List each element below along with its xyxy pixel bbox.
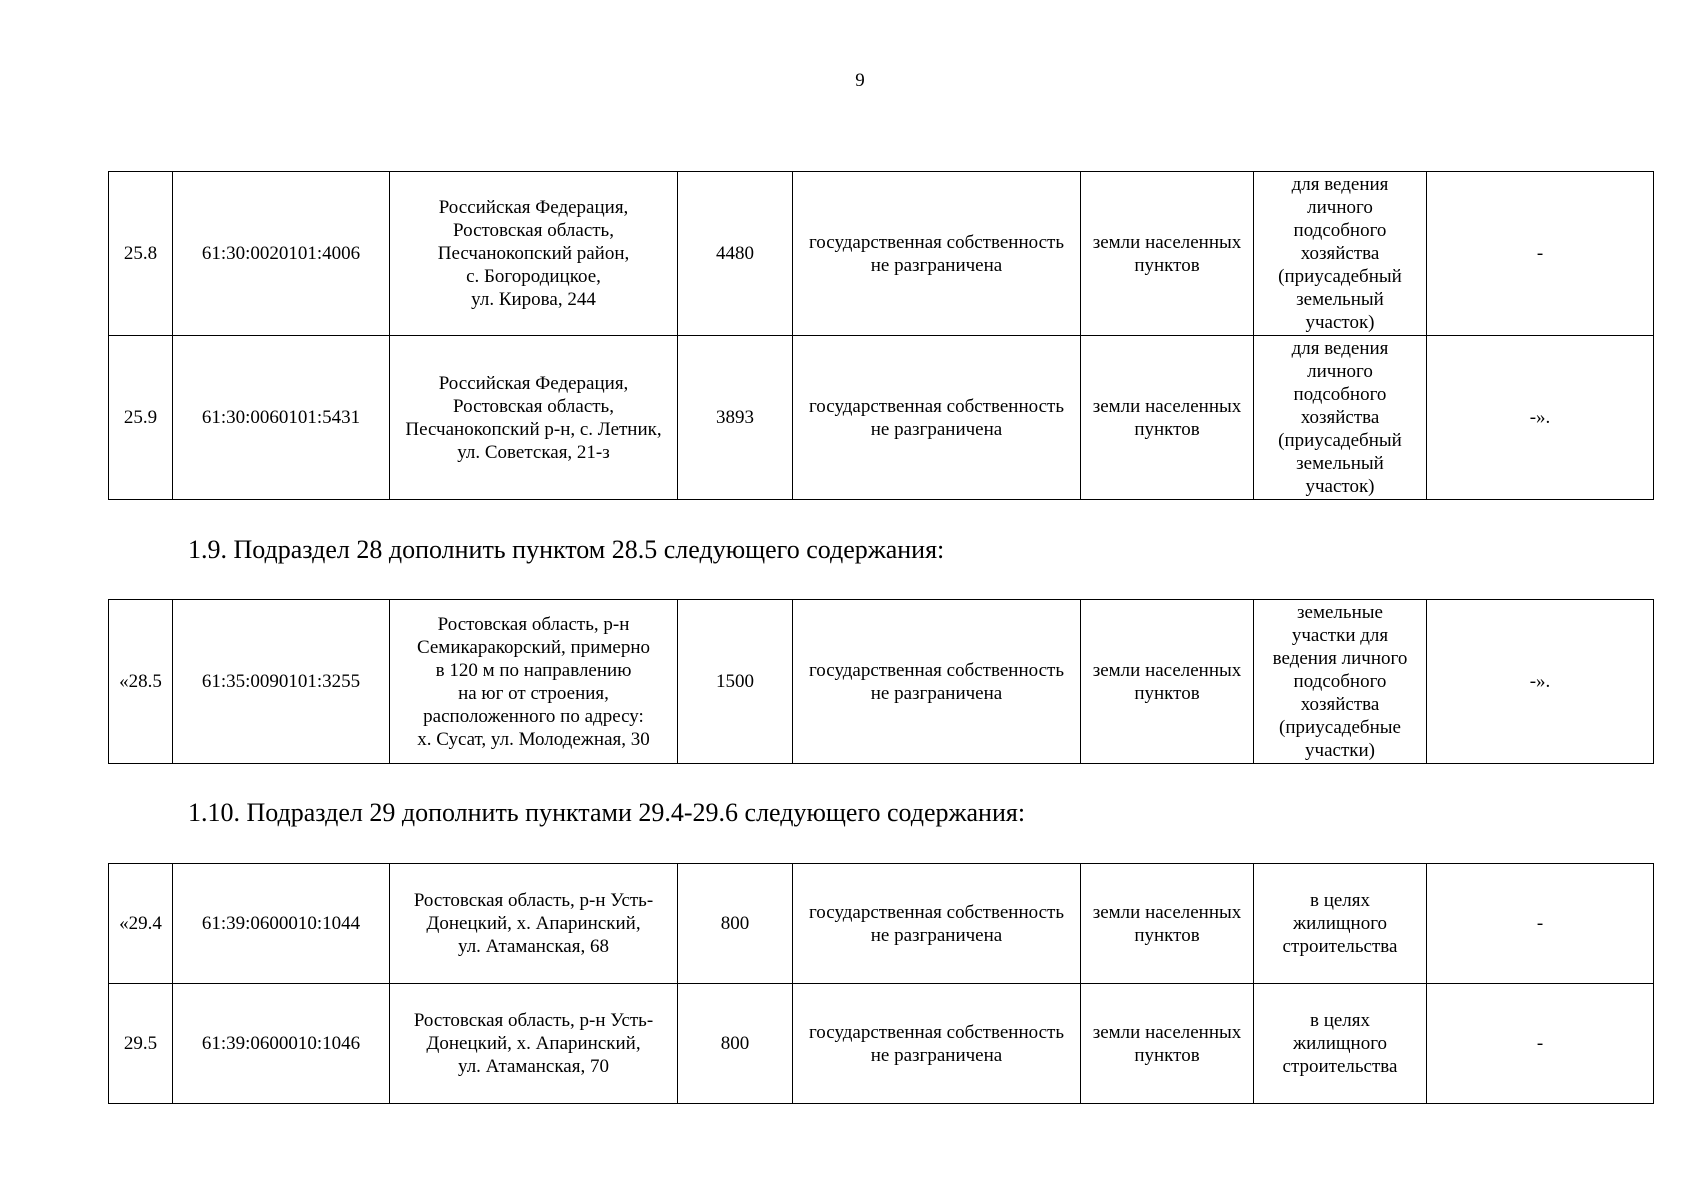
land-category: земли населенных пунктов: [1081, 864, 1254, 984]
plot-area: 800: [678, 864, 793, 984]
ownership-form: государственная собственность не разграничена: [793, 984, 1081, 1104]
cadastral-number: 61:39:0600010:1044: [173, 864, 390, 984]
permitted-use: для ведения личного подсобного хозяйства (приусадебный земельный участок): [1254, 336, 1427, 500]
note: -: [1427, 864, 1654, 984]
note: -: [1427, 984, 1654, 1104]
item-number: «29.4: [109, 864, 173, 984]
section-heading-1-9: 1.9. Подраздел 28 дополнить пунктом 28.5 следующего содержания:: [188, 535, 945, 564]
ownership-form: государственная собственность не разграничена: [793, 864, 1081, 984]
plot-area: 1500: [678, 600, 793, 764]
note: -».: [1427, 336, 1654, 500]
land-category: земли населенных пунктов: [1081, 336, 1254, 500]
section-heading-1-10: 1.10. Подраздел 29 дополнить пунктами 29.4-29.6 следующего содержания:: [188, 798, 1026, 827]
plot-address: Ростовская область, р-н Усть- Донецкий, х. Апаринский, ул. Атаманская, 68: [390, 864, 678, 984]
plot-area: 4480: [678, 172, 793, 336]
note: -».: [1427, 600, 1654, 764]
permitted-use: для ведения личного подсобного хозяйства (приусадебный земельный участок): [1254, 172, 1427, 336]
land-category: земли населенных пунктов: [1081, 172, 1254, 336]
item-number: «28.5: [109, 600, 173, 764]
permitted-use: в целях жилищного строительства: [1254, 984, 1427, 1104]
cadastral-number: 61:30:0020101:4006: [173, 172, 390, 336]
land-plots-table-subsection-29: [108, 863, 1654, 1104]
cadastral-number: 61:30:0060101:5431: [173, 336, 390, 500]
table-row: [109, 864, 1654, 984]
note: -: [1427, 172, 1654, 336]
plot-address: Российская Федерация, Ростовская область, Песчанокопский район, с. Богородицкое, ул. Кирова, 244: [390, 172, 678, 336]
table-row: [109, 336, 1654, 500]
page-number: 9: [855, 70, 865, 91]
plot-area: 800: [678, 984, 793, 1104]
permitted-use: земельные участки для ведения личного подсобного хозяйства (приусадебные участки): [1254, 600, 1427, 764]
plot-area: 3893: [678, 336, 793, 500]
ownership-form: государственная собственность не разграничена: [793, 336, 1081, 500]
table-row: [109, 984, 1654, 1104]
table-row: [109, 600, 1654, 764]
table-row: [109, 172, 1654, 336]
cadastral-number: 61:39:0600010:1046: [173, 984, 390, 1104]
land-category: земли населенных пунктов: [1081, 984, 1254, 1104]
plot-address: Ростовская область, р-н Усть- Донецкий, х. Апаринский, ул. Атаманская, 70: [390, 984, 678, 1104]
ownership-form: государственная собственность не разграничена: [793, 172, 1081, 336]
permitted-use: в целях жилищного строительства: [1254, 864, 1427, 984]
land-plots-table-subsection-25: [108, 171, 1654, 500]
item-number: 25.8: [109, 172, 173, 336]
cadastral-number: 61:35:0090101:3255: [173, 600, 390, 764]
ownership-form: государственная собственность не разграничена: [793, 600, 1081, 764]
item-number: 29.5: [109, 984, 173, 1104]
land-category: земли населенных пунктов: [1081, 600, 1254, 764]
plot-address: Ростовская область, р-н Семикаракорский, примерно в 120 м по направлению на юг от строения, расположенного по адресу: х. Сусат, ул. Молодежная, 30: [390, 600, 678, 764]
plot-address: Российская Федерация, Ростовская область, Песчанокопский р-н, с. Летник, ул. Советская, 21-з: [390, 336, 678, 500]
item-number: 25.9: [109, 336, 173, 500]
land-plots-table-subsection-28: [108, 599, 1654, 764]
